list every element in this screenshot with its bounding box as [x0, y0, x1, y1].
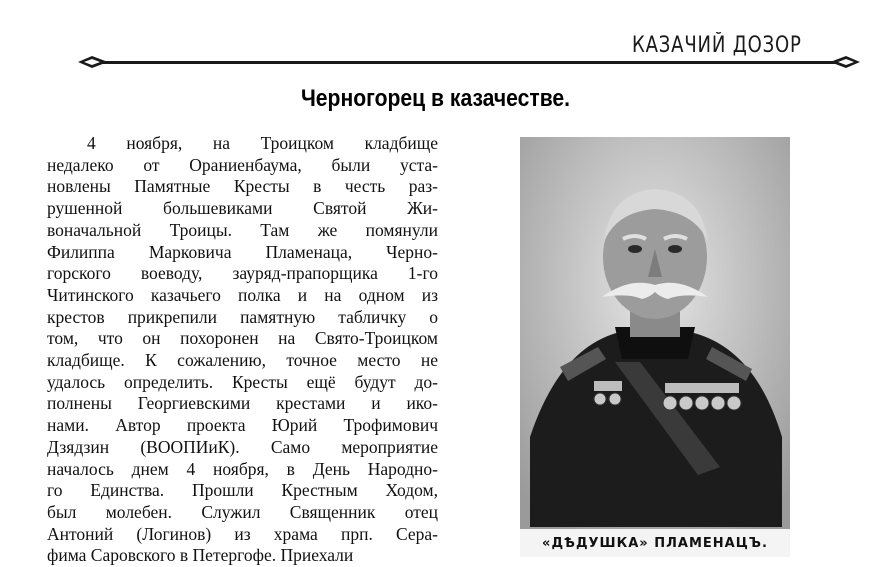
- article-line: нами. Автор проекта Юрий Трофимович: [47, 415, 438, 436]
- article-line: новлены Памятные Кресты в честь раз-: [47, 176, 438, 197]
- article-line: рушенной большевиками Святой Жи-: [47, 198, 438, 219]
- photo-caption: «ДѢДУШКА» ПЛАМЕНАЦЪ.: [542, 536, 768, 551]
- article-line: кладбище. К сожалению, точное место не: [47, 350, 438, 371]
- masthead-title: КАЗАЧИЙ ДОЗОР: [632, 33, 802, 58]
- masthead-rule: [95, 61, 840, 64]
- article-line: крестов прикрепили памятную табличку о: [47, 306, 438, 327]
- article-line: Антоний (Логинов) из храма прп. Сера-: [47, 523, 438, 544]
- article-line: Читинского казачьего полка и на одном из: [47, 284, 438, 305]
- article-line: горского воеводу, зауряд-прапорщика 1-го: [47, 263, 438, 284]
- article-line: Филиппа Марковича Пламенаца, Черно-: [47, 241, 438, 262]
- article-line: началось днем 4 ноября, в День Народно-: [47, 458, 438, 479]
- portrait-illustration: [520, 137, 790, 557]
- rule-ornament-right: [830, 54, 860, 70]
- rule-ornament-left: [78, 54, 108, 70]
- portrait-photo: [520, 137, 790, 557]
- article-body: [47, 133, 438, 567]
- article-line: фима Саровского в Петергофе. Приехали: [47, 545, 354, 566]
- article-line: полнены Георгиевскими крестами и ико-: [47, 393, 438, 414]
- article-line: воначальной Троицы. Там же помянули: [47, 219, 438, 240]
- article-line: Дзядзин (ВООПИиК). Само мероприятие: [47, 436, 438, 457]
- article-line: 4 ноября, на Троицком кладбище: [87, 133, 438, 153]
- article-line: том, что он похоронен на Свято-Троицком: [47, 328, 438, 349]
- article-headline: Черногорец в казачестве.: [300, 85, 571, 112]
- article-line: недалеко от Ораниенбаума, были уста-: [47, 154, 438, 175]
- article-line: был молебен. Служил Священник отец: [47, 501, 438, 522]
- article-line: удалось определить. Кресты ещё будут до-: [47, 371, 438, 392]
- article-line: го Единства. Прошли Крестным Ходом,: [47, 480, 438, 501]
